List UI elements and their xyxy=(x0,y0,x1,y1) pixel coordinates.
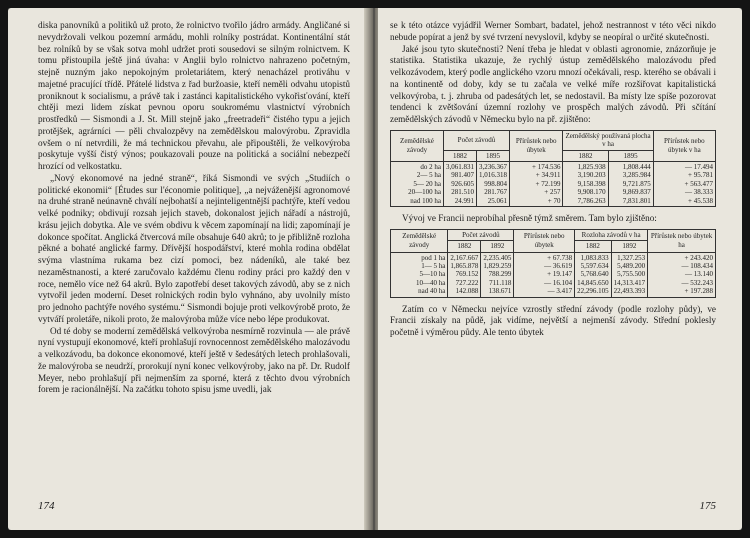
header-change: Přírůstek nebo úbytek xyxy=(509,130,563,161)
area-change-cell: + 243.420 — 108.434 — 13.140 — 532.243 + 197.288 xyxy=(648,252,716,297)
left-text-column xyxy=(38,20,350,396)
header-area-change: Přírůstek nebo úbytek ha xyxy=(648,229,716,252)
change-cell: + 174.536 + 34.911 + 72.199 + 257 + 70 xyxy=(509,161,563,206)
header-year: 1895 xyxy=(608,150,653,161)
paragraph: Jaké jsou tyto skutečnosti? Není třeba je hledat v oblasti agronomie, znázorňuje je statistika. Statistika ukazuje, že rychlý ústup zemědělského malozávodu před velkozávodem, který podle anglického vzoru mnozí očekávali, resp. kterého se obávali i na kontinentě od doby, kdy se tu začala ve velké míře rozšiřovat kapitalistická velkovýroba, t. j. zhruba od padesátých let, se nedostavil. Ba místy lze spíše pozorovat tendenci k zvětšování územní rozlohy ve prospěch malých závodů. Při sčítání zemědělských závodů v Německu bylo na př. zjištěno: xyxy=(390,43,716,124)
header-category: Zemědělské závody xyxy=(391,130,444,161)
paragraph: se k této otázce vyjádřil Werner Sombart, badatel, jehož nestrannost v této věci nikdo nebude popírat a jenž by své tvrzení nevyslovil, kdyby se neopíral o určité skutečnosti. xyxy=(390,20,716,42)
right-page xyxy=(378,8,742,530)
header-area: Zemědělský používaná plocha v ha xyxy=(563,130,653,150)
area-change-cell: — 17.494 + 95.781 + 563.477 — 38.333 + 45.538 xyxy=(653,161,715,206)
header-year: 1892 xyxy=(611,241,648,252)
header-year: 1882 xyxy=(575,241,612,252)
header-area-change: Přírůstek nebo úbytek v ha xyxy=(653,130,715,161)
header-change: Přírůstek nebo úbytek xyxy=(514,229,575,252)
header-year: 1882 xyxy=(443,150,476,161)
count-cell: 2,167.667 1,865.878 769.152 727.222 142.088 xyxy=(448,252,481,297)
header-area: Rozloha závodů v ha xyxy=(575,229,648,240)
count-cell: 2,235.405 1,829.259 788.299 711.118 138.671 xyxy=(481,252,514,297)
page-number: 174 xyxy=(38,500,55,512)
category-cell: do 2 ha 2— 5 ha 5— 20 ha 20—100 ha nad 100 ha xyxy=(391,161,444,206)
count-cell: 3,061.831 981.407 926.605 281.510 24.991 xyxy=(443,161,476,206)
paragraph: Zatím co v Německu nejvíce vzrostly střední závody (podle rozlohy půdy), ve Francii získaly na půdě, jak vidíme, největší a nejmenší závody. Střední poklesly početně i výměrou půdy. Ale tento úbytek xyxy=(390,303,716,338)
area-cell: 1,825.938 3,190.203 9,158.398 9,908.170 7,786.263 xyxy=(563,161,608,206)
header-year: 1892 xyxy=(481,241,514,252)
paragraph: Vývoj ve Francii neprobíhal přesně týmž směrem. Tam bylo zjištěno: xyxy=(402,213,657,223)
header-category: Zemědělské závody xyxy=(391,229,448,252)
table-germany xyxy=(390,130,716,207)
table-france xyxy=(390,229,716,298)
header-year: 1882 xyxy=(448,241,481,252)
left-page xyxy=(8,8,370,530)
count-cell: 3,236.367 1,016.318 998.804 281.767 25.061 xyxy=(476,161,509,206)
header-year: 1895 xyxy=(476,150,509,161)
right-text-column xyxy=(390,20,716,339)
change-cell: + 67.738 — 36.619 + 19.147 — 16.104 — 3.417 xyxy=(514,252,575,297)
category-cell: pod 1 ha 1— 5 ha 5—10 ha 10—40 ha nad 40 ha xyxy=(391,252,448,297)
paragraph: Od té doby se moderní zemědělská velkovýroba nesmírně rozvinula — ale právě nyní vystupují ekonomové, kteří prohlašují rovnocennost zemědělského malozávodu a velkozávodu, ba dokonce ekonomové, kteří ještě v šedesátých letech prohlašovali, že malovýroba se neudrží, prorokují nyní konec velkovýroby, jako na př. Dr. Rudolf Meyer, nebo prohlašují při nejmenším za sporné, která z těchto dvou výrobních forem je racionálnější. Na začátku tohoto spisu jsme uvedli, jak xyxy=(38,325,350,395)
paragraph: diska panovníků a politiků už proto, že rolnictvo tvořilo jádro armády. Angličané si nevydržovali velkou pozemní armádu, mohli rolníky postrádat. Kontinentální stát bez rolníků by se však sotva mohl udržet proti sousedovi se silným rolnictvem. K tomu přistoupila ještě jiná úvaha: v Anglii bylo rolnictvo nahrazeno početným, stejně nuzným jako nepokojným proletariátem, který nenacházel protiváhu v majetné pracující třídě. Přátelé lidstva z řad buržoasie, kteří neměli odvahu utopistů proniknout k socialismu, a právě tak i zastánci kapitalistického vykořisťování, kteří chtěji mezi lidem získat pevnou oporu soukromému vlastnictví výrobních prostředků — Sismondi a J. St. Mill stejně jako „freetradeři“ čistého typu a jejich protějšek, agrárníci — pěli chvalozpěvy na zemědělskou malovýrobu. Zpravidla ovšem o ní netvrdili, že má technickou převahu, ale připouštěli, že velkovýroba poskytuje vyšší čistý výnos; poukazovali pouze na politická a sociální nebezpečí hrozící od velkostatku. xyxy=(38,20,350,171)
book-spread xyxy=(8,8,742,530)
header-count: Počet závodů xyxy=(448,229,514,240)
area-cell: 1,083.833 5,597.634 5,768.640 14,845.650 22,296.105 xyxy=(575,252,612,297)
paragraph: „Nový ekonomové na jedné straně“, říká Sismondi ve svých „Studiích o politické ekonomii“ [Études sur l'économie politique], „a nejváženější agronomové na druhé straně neúnavně chválí nejbohatší a nejinteligentnější pachtýře, kteří vedou velké podniky; obdivují rozsah jejich staveb, dokonalost jejich nářadí a nástrojů, krásu jejich dobytka. Ale ve svém obdivu k věcem zapomínají na lidi; zapomínají je dokonce spočítat. Anglická čtvercová míle obsahuje 640 akrů; to je přibližně rozloha pěkné a bohaté anglické farmy. Dřívější hospodářství, které mohla rodina obdělat svýma vlastníma rukama bez cizí pomoci, bez nádeníků, ale také bez nezaměstnanosti, a které zaručovalo každému členu rodiny práci pro každý den v roce, nemělo více než 64 akrů. Bylo zapotřebí deset takových závodů, aby se z nich vytvořil jeden moderní. Deset rolnických rodin bylo vyhnáno, aby uvolnily místo pro jednoho pachtýře nového systému.“ Sismondi bojuje proti velkovýrobě proto, že vytváří proletáře, nikoli proto, že malovýroba může více nebo lépe produkovat. xyxy=(38,172,350,324)
header-year: 1882 xyxy=(563,150,608,161)
area-cell: 1,808.444 3,285.984 9,721.875 9,869.837 7,831.801 xyxy=(608,161,653,206)
area-cell: 1,327.253 5,489.200 5,755.500 14,313.417 22,493.393 xyxy=(611,252,648,297)
header-count: Počet závodů xyxy=(443,130,509,150)
page-number: 175 xyxy=(699,500,716,512)
